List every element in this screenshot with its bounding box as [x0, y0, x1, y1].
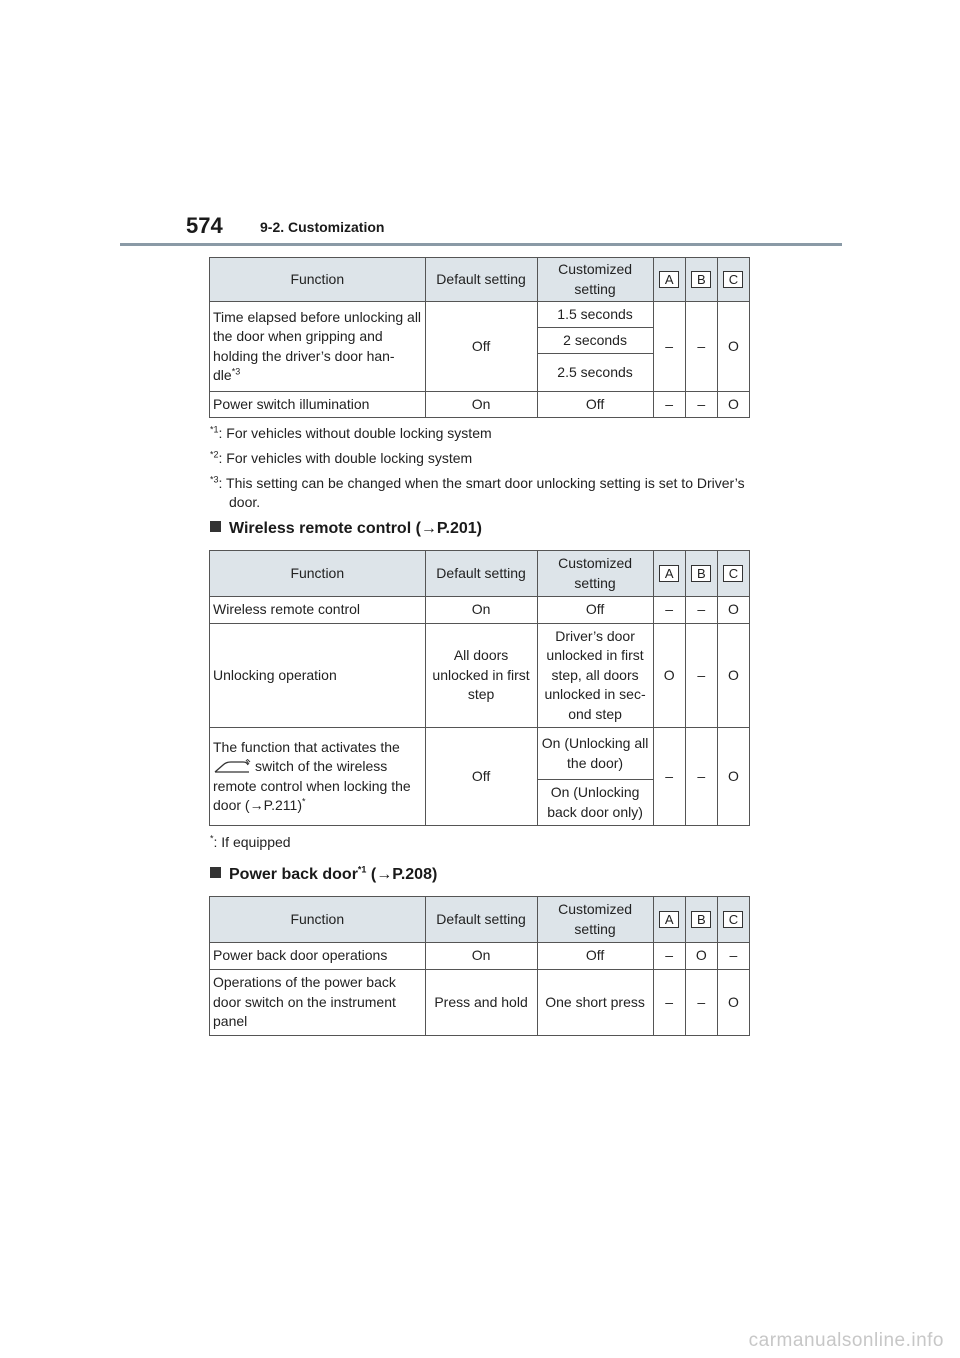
column-header-customized: Customized setting [537, 258, 653, 302]
column-header-function: Function [210, 551, 426, 597]
column-header-function: Function [210, 897, 426, 943]
customized-cell: Off [537, 392, 653, 418]
bullet-square-icon [210, 867, 221, 878]
column-header-a [653, 897, 685, 943]
a-cell: – [653, 943, 685, 970]
column-header-function: Function [210, 258, 426, 302]
table-header-row [210, 258, 750, 302]
default-cell: On [425, 597, 537, 624]
function-cell: Operations of the power back door switch on the instrument panel [210, 970, 426, 1036]
column-header-customized: Customized setting [537, 897, 653, 943]
column-header-b [685, 897, 717, 943]
column-header-c [717, 551, 749, 597]
column-header-a [653, 551, 685, 597]
b-cell: – [685, 970, 717, 1036]
column-header-a [653, 258, 685, 302]
table-row [210, 302, 750, 328]
power-back-door-heading: Power back door$^{*1}$ (→P.208) [210, 866, 437, 884]
c-cell: O [717, 302, 749, 392]
column-header-customized: Customized setting [537, 551, 653, 597]
badge-a: A [659, 271, 679, 288]
badge-a: A [659, 565, 679, 582]
column-header-b [685, 551, 717, 597]
default-cell: All doors unlocked in first step [425, 624, 537, 728]
column-header-default: Default setting [425, 551, 537, 597]
table-row [210, 392, 750, 418]
badge-b: B [691, 271, 711, 288]
footnotes [210, 424, 750, 518]
a-cell: O [653, 624, 685, 728]
column-header-c [717, 897, 749, 943]
a-cell: – [653, 392, 685, 418]
wireless-remote-heading: Wireless remote control (→P.201) [210, 520, 482, 538]
function-cell: The function that activates the switch of the wireless remote control when locking the door (→P.211)* [210, 728, 426, 826]
option-cell: On (Unlocking back door only) [537, 780, 653, 826]
footnote: $^{*1}$: For vehicles without double locking system [210, 424, 492, 441]
function-cell: Unlocking operation [210, 624, 426, 728]
b-cell: – [685, 597, 717, 624]
option-cell: 2 seconds [537, 328, 653, 354]
badge-a: A [659, 911, 679, 928]
power-back-door-table [209, 896, 750, 1036]
default-cell: Off [425, 302, 537, 392]
customized-cell: One short press [537, 970, 653, 1036]
column-header-b [685, 258, 717, 302]
badge-c: C [723, 565, 743, 582]
function-cell: Wireless remote control [210, 597, 426, 624]
c-cell: – [717, 943, 749, 970]
customized-cell: Off [537, 597, 653, 624]
b-cell: – [685, 302, 717, 392]
a-cell: – [653, 970, 685, 1036]
table-row [210, 728, 750, 780]
customized-cell: Off [537, 943, 653, 970]
table-row [210, 970, 750, 1036]
wireless-remote-table [209, 550, 750, 826]
table-header-row [210, 551, 750, 597]
customized-cell: Driver’s door unlocked in first step, all doors unlocked in sec-ond step [537, 624, 653, 728]
table-row [210, 624, 750, 728]
page-number: 574 [186, 213, 223, 238]
b-cell: – [685, 728, 717, 826]
footnote: $^{*2}$: For vehicles with double locking system [210, 449, 473, 466]
option-cell: On (Unlocking all the door) [537, 728, 653, 780]
c-cell: O [717, 597, 749, 624]
function-cell: Power switch illumination [210, 392, 426, 418]
badge-c: C [723, 911, 743, 928]
table-row [210, 943, 750, 970]
option-cell: 2.5 seconds [537, 354, 653, 392]
default-cell: Press and hold [425, 970, 537, 1036]
a-cell: – [653, 728, 685, 826]
watermark: carmanualsonline.info [748, 1330, 944, 1351]
function-cell: Power back door operations [210, 943, 426, 970]
back-door-icon [213, 759, 251, 775]
column-header-default: Default setting [425, 258, 537, 302]
b-cell: – [685, 392, 717, 418]
bullet-square-icon [210, 521, 221, 532]
default-cell: On [425, 392, 537, 418]
c-cell: O [717, 392, 749, 418]
option-cell: 1.5 seconds [537, 302, 653, 328]
default-cell: On [425, 943, 537, 970]
c-cell: O [717, 624, 749, 728]
column-header-c [717, 258, 749, 302]
a-cell: – [653, 302, 685, 392]
a-cell: – [653, 597, 685, 624]
column-header-default: Default setting [425, 897, 537, 943]
table-row [210, 597, 750, 624]
default-cell: Off [425, 728, 537, 826]
header-divider [120, 243, 842, 246]
b-cell: O [685, 943, 717, 970]
c-cell: O [717, 728, 749, 826]
table-header-row [210, 897, 750, 943]
b-cell: – [685, 624, 717, 728]
badge-b: B [691, 911, 711, 928]
c-cell: O [717, 970, 749, 1036]
door-settings-table [209, 257, 750, 418]
footnote: $^{*3}$: This setting can be changed when the smart door unlocking setting is set to Driver’s door. [210, 474, 745, 510]
badge-c: C [723, 271, 743, 288]
footnote-if-equipped: *: If equipped [210, 833, 291, 850]
section-title: 9-2. Customization [260, 219, 385, 235]
function-cell: Time elapsed before unlocking all the door when gripping and holding the driver’s door han-dle$^{*3}$ [210, 302, 426, 392]
badge-b: B [691, 565, 711, 582]
